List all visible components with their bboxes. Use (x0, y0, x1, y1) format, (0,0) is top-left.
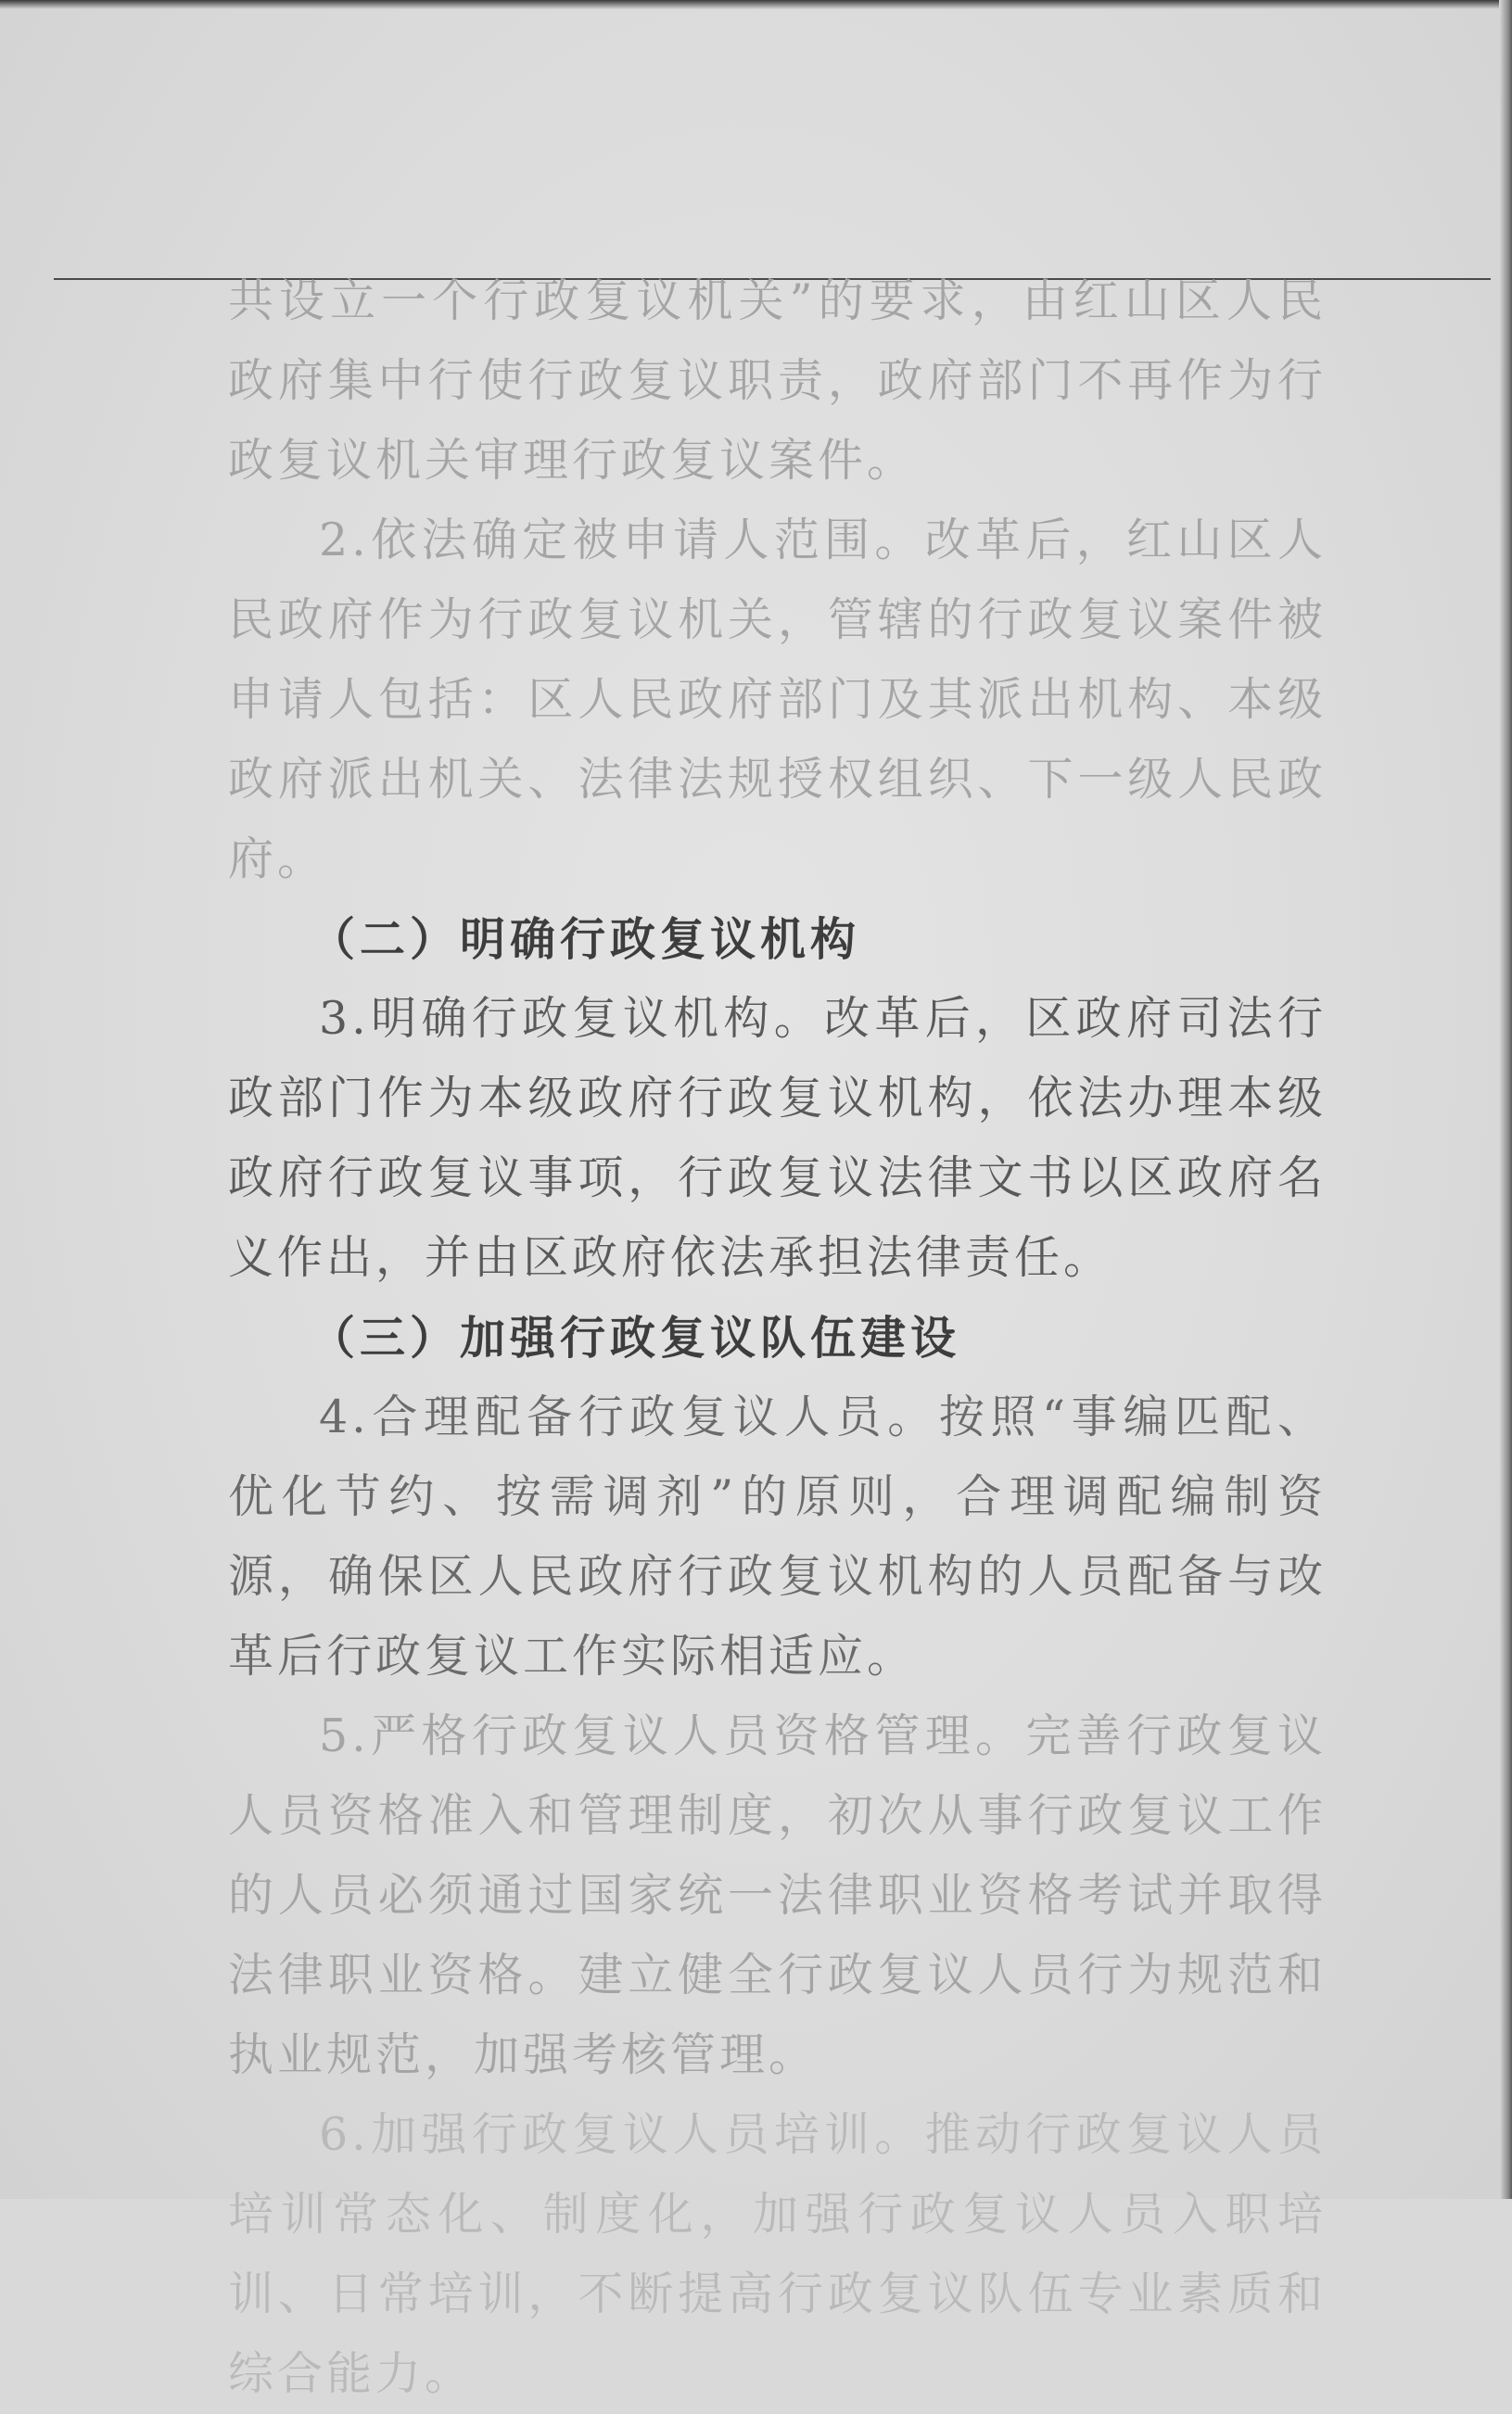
continued-fragment: 共设立一个行政复议机关”的要求，由红山区人民政府集中行使行政复议职责，政府部门不再作为行政复议机关审理行政复议案件。 (228, 274, 1327, 487)
paragraph-2: 2.依法确定被申请人范围。改革后，红山区人民政府作为行政复议机关，管辖的行政复议案件被申请人包括：区人民政府部门及其派出机构、本级政府派出机关、法律法规授权组织、下一级人民政府。 (228, 514, 1327, 885)
paragraph-4: 4.合理配备行政复议人员。按照“事编匹配、优化节约、按需调剂”的原则，合理调配编制资源，确保区人民政府行政复议机构的人员配备与改革后行政复议工作实际相适应。 (228, 1391, 1327, 1683)
section-heading-3: （三）加强行政复议队伍建设 (310, 1311, 961, 1365)
document-body (228, 261, 1327, 2414)
scan-edge-top (0, 0, 1512, 9)
paragraph-5: 5.严格行政复议人员资格管理。完善行政复议人员资格准入和管理制度，初次从事行政复议工作的人员必须通过国家统一法律职业资格考试并取得法律职业资格。建立健全行政复议人员行为规范和执业规范，加强考核管理。 (228, 1709, 1327, 2081)
paragraph-3: 3.明确行政复议机构。改革后，区政府司法行政部门作为本级政府行政复议机构，依法办理本级政府行政复议事项，行政复议法律文书以区政府名义作出，并由区政府依法承担法律责任。 (228, 992, 1327, 1284)
scan-edge-right (1499, 0, 1512, 2199)
section-heading-2: （二）明确行政复议机构 (310, 912, 861, 966)
paragraph-6: 6.加强行政复议人员培训。推动行政复议人员培训常态化、制度化，加强行政复议人员入职培训、日常培训，不断提高行政复议队伍专业素质和综合能力。 (228, 2108, 1327, 2400)
